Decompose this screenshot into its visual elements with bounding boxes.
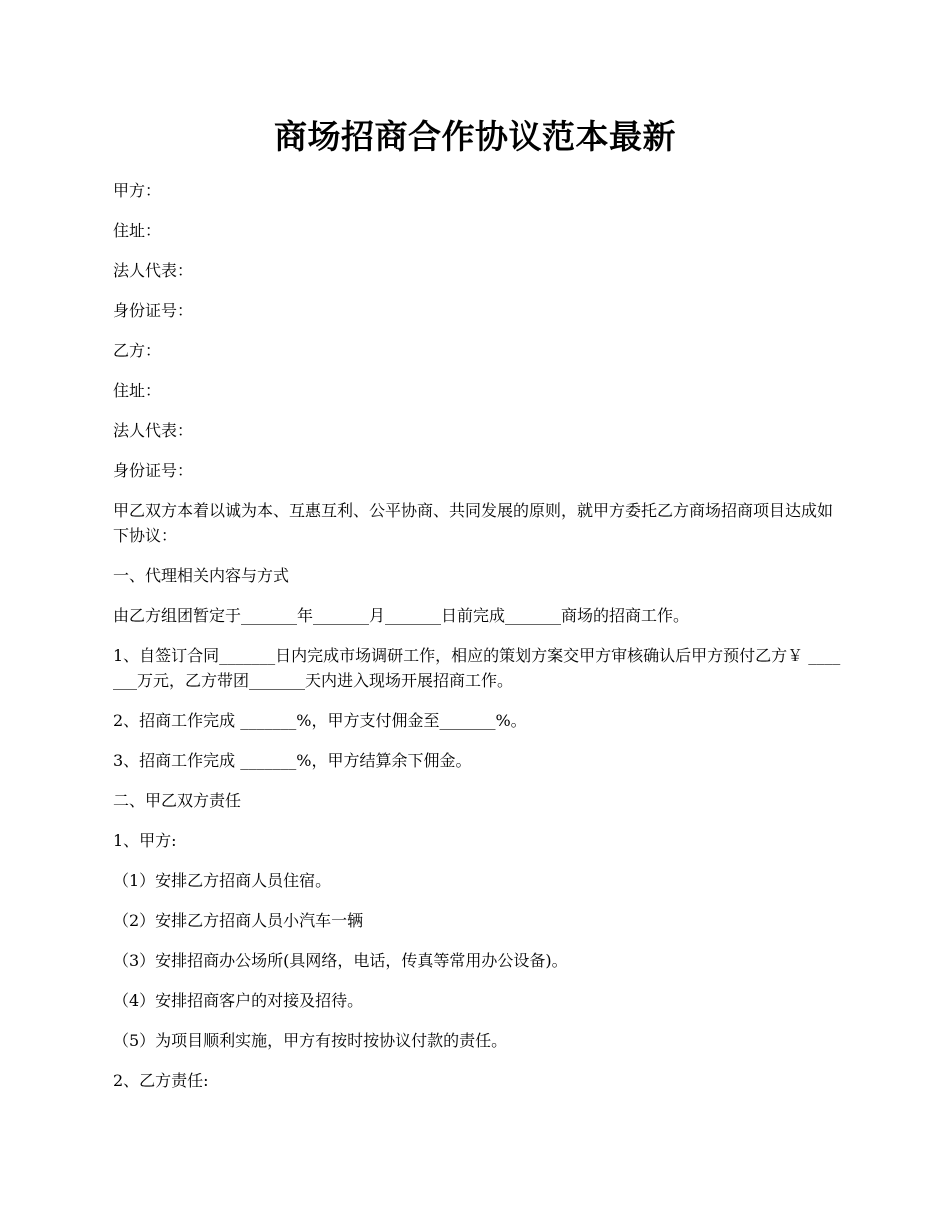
document-title: 商场招商合作协议范本最新 [274,117,676,156]
party-b-duties-heading: 2、乙方责任: [113,1071,209,1090]
section2-heading: 二、甲乙双方责任 [113,791,242,810]
section1-paragraph-3: 3、招商工作完成 _______%，甲方结算余下佣金。 [113,751,472,770]
party-a-label: 甲方： [113,181,162,200]
party-b-address: 住址： [113,381,162,400]
section1-heading: 一、代理相关内容与方式 [113,566,290,585]
party-b-label: 乙方： [113,341,162,360]
section1-paragraph-1: 1、自签订合同_______日内完成市场调研工作，相应的策划方案交甲方审核确认后甲方预付乙方￥ _______万元，乙方带团_______天内进入现场开展招商工作。 [113,646,841,690]
party-a-duty-item: （2）安排乙方招商人员小汽车一辆 [113,911,364,930]
party-a-duty-item: （4）安排招商客户的对接及招待。 [113,991,364,1010]
section1-paragraph-2: 2、招商工作完成 _______%，甲方支付佣金至_______%。 [113,711,527,730]
party-a-address: 住址： [113,221,162,240]
document-body [113,178,843,1108]
party-b-legal-rep: 法人代表： [113,421,194,440]
party-a-legal-rep: 法人代表： [113,261,194,280]
party-a-id-number: 身份证号： [113,301,194,320]
party-a-duty-item: （3）安排招商办公场所(具网络，电话，传真等常用办公设备)。 [113,951,568,970]
party-a-duties-heading: 1、甲方: [113,831,177,850]
section1-paragraph-0: 由乙方组团暂定于_______年_______月_______日前完成_______商场的招商工作。 [113,606,690,625]
intro-paragraph: 甲乙双方本着以诚为本、互惠互利、公平协商、共同发展的原则，就甲方委托乙方商场招商项目达成如下协议： [113,501,834,545]
party-a-duty-item: （5）为项目顺利实施，甲方有按时按协议付款的责任。 [113,1031,508,1050]
party-b-id-number: 身份证号： [113,461,194,480]
party-a-duty-item: （1）安排乙方招商人员住宿。 [113,871,332,890]
